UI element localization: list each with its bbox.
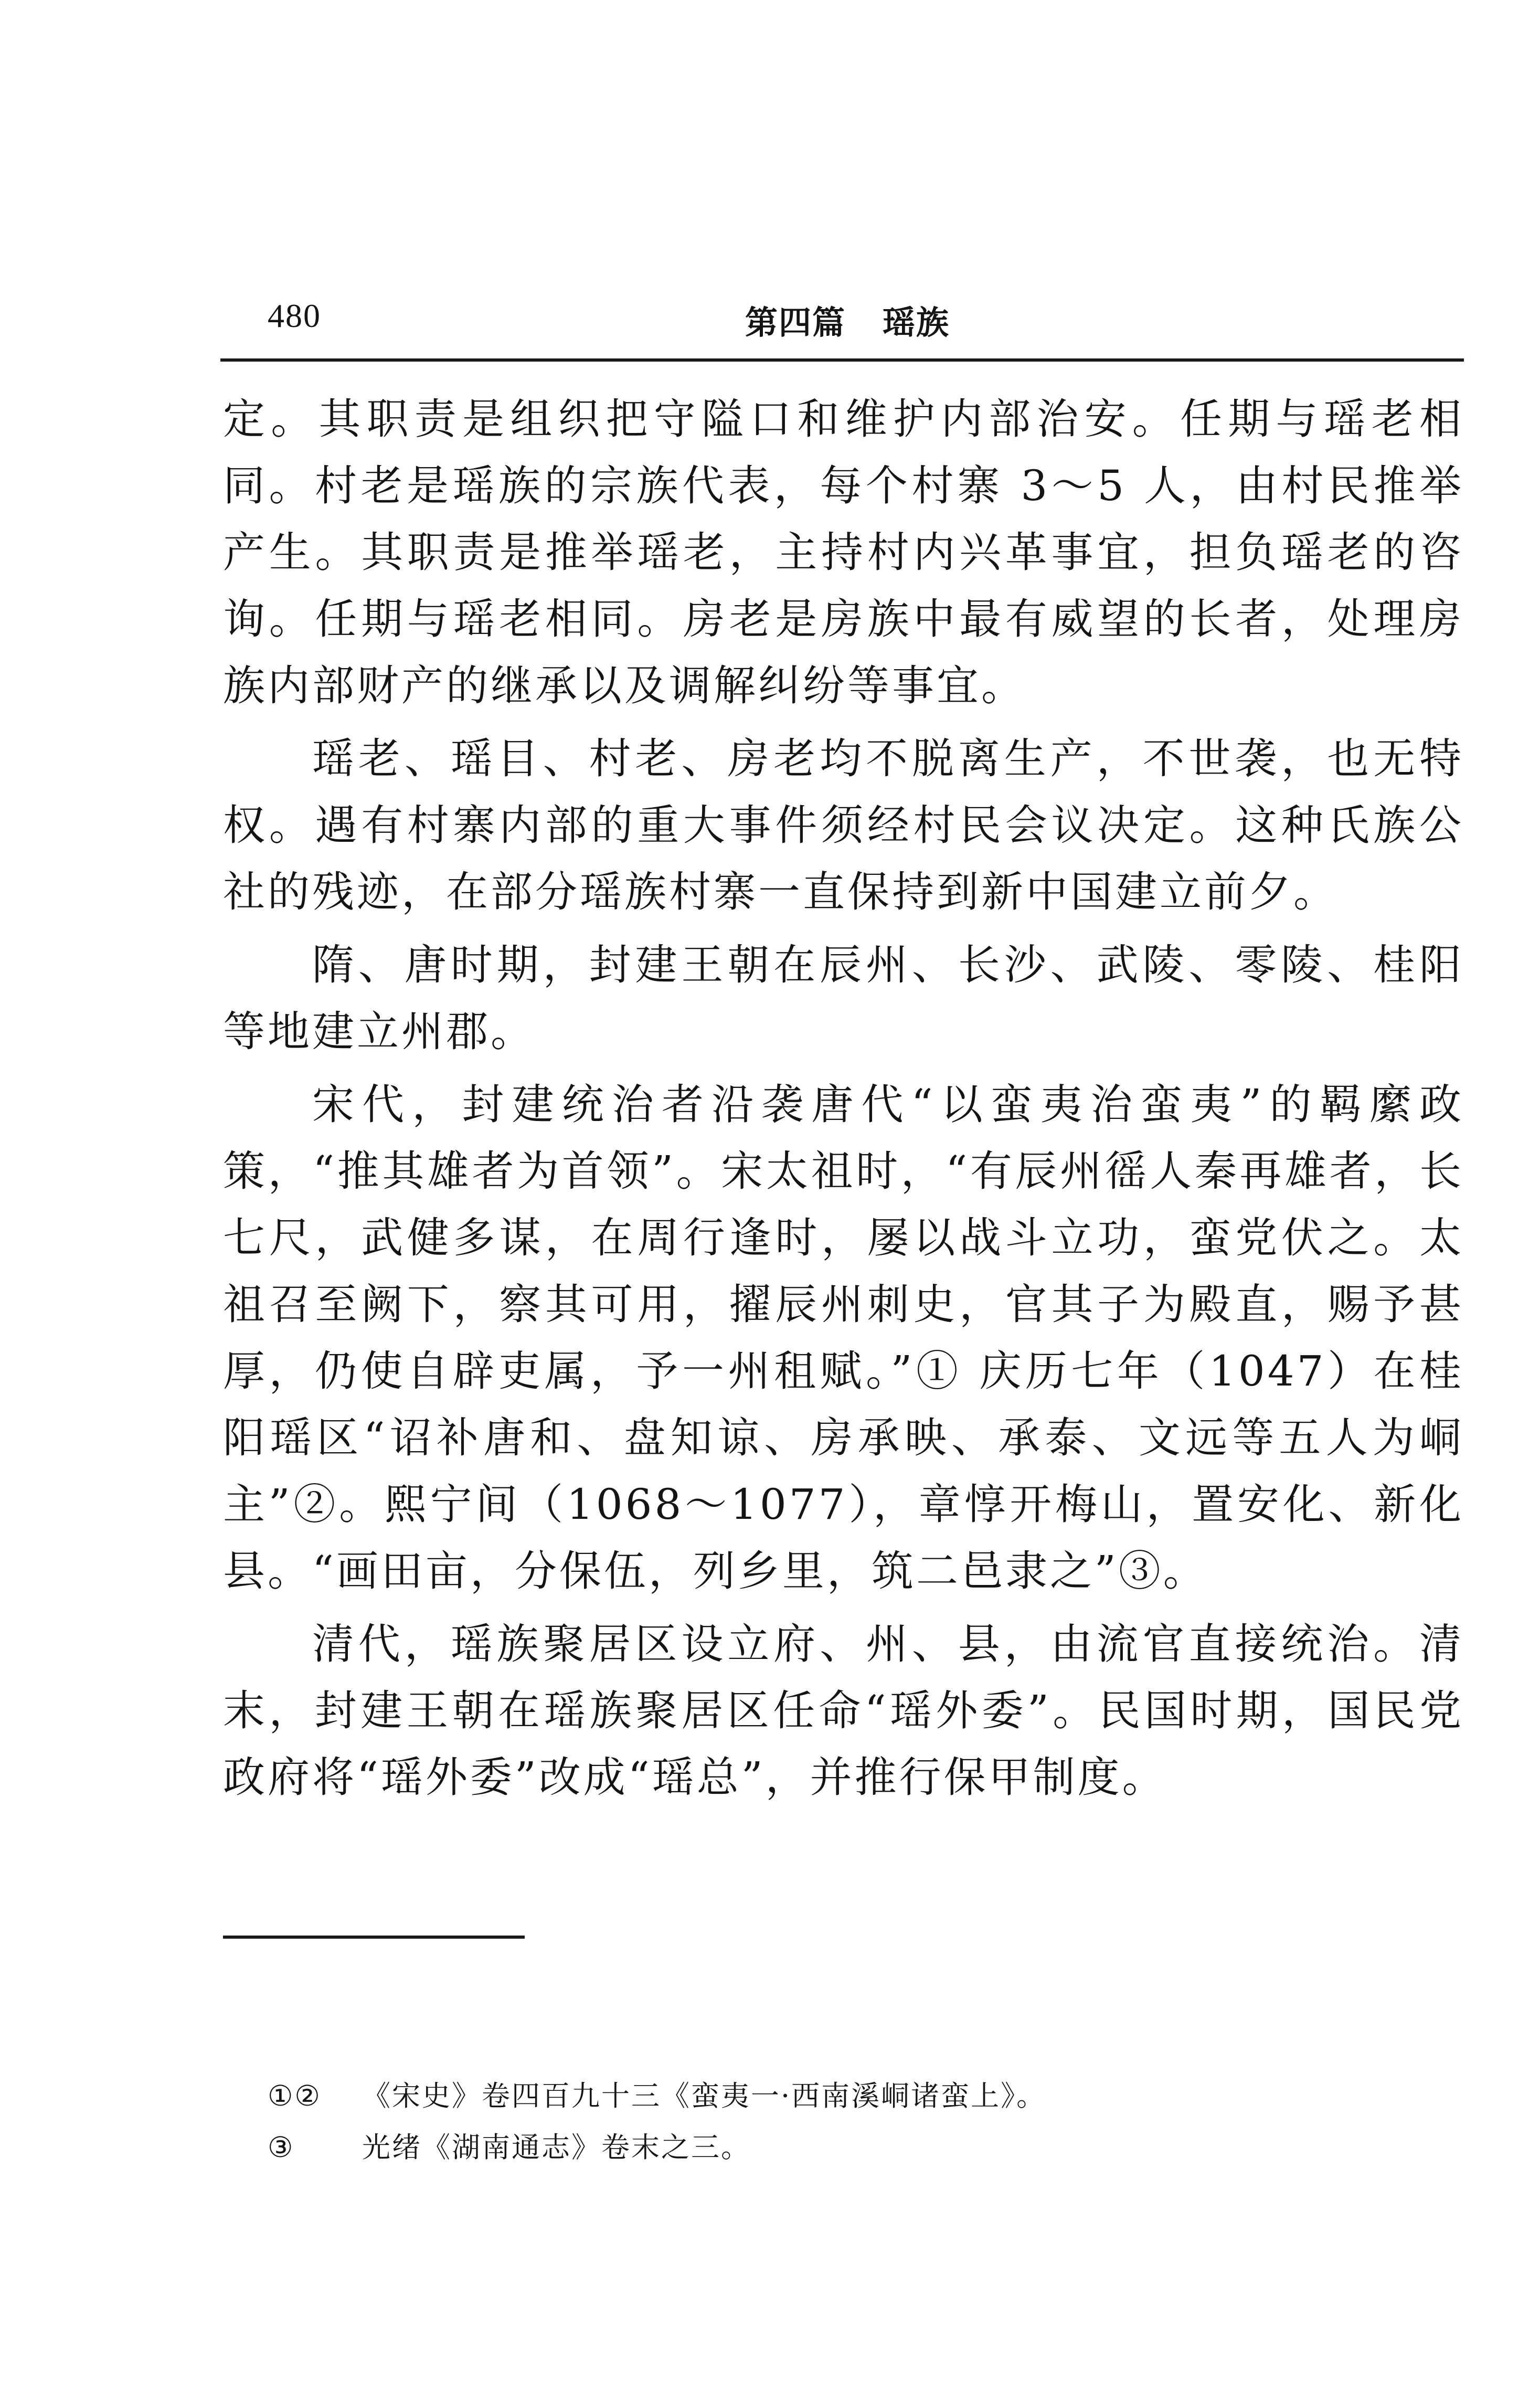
footnote: [268, 2122, 1422, 2173]
header-rule: [220, 358, 1464, 362]
footnote-text: 《宋史》卷四百九十三《蛮夷一·西南溪峒诸蛮上》。: [362, 2079, 1047, 2112]
paragraph: 隋、唐时期，封建王朝在辰州、长沙、武陵、零陵、桂阳等地建立州郡。: [223, 940, 1464, 1056]
paragraph: 定。其职责是组织把守隘口和维护内部治安。任期与瑶老相同。村老是瑶族的宗族代表，每个村寨 3～5 人，由村民推举产生。其职责是推举瑶老，主持村内兴革事宜，担负瑶老的咨询。任期与瑶老相同。房老是房族中最有威望的长者，处理房族内部财产的继承以及调解纠纷等事宜。: [223, 395, 1464, 710]
chapter-title: 瑶族: [883, 303, 950, 342]
footnote-text: 光绪《湖南通志》卷末之三。: [362, 2131, 751, 2164]
page-header: [220, 286, 1464, 365]
footnote-rule: [223, 1936, 525, 1939]
paragraph: 清代，瑶族聚居区设立府、州、县，由流官直接统治。清末，封建王朝在瑶族聚居区任命“瑶外委”。民国时期，国民党政府将“瑶外委”改成“瑶总”，并推行保甲制度。: [223, 1620, 1464, 1802]
body-text: [223, 386, 1464, 1811]
footnote-mark: ①②: [268, 2079, 322, 2112]
part-title: 第四篇: [745, 303, 846, 342]
footnote-mark: ③: [268, 2131, 295, 2164]
footnotes: [268, 2070, 1422, 2173]
footnote: [268, 2070, 1422, 2122]
paragraph: 宋代，封建统治者沿袭唐代“以蛮夷治蛮夷”的羁縻政策，“推其雄者为首领”。宋太祖时，“有辰州徭人秦再雄者，长七尺，武健多谋，在周行逢时，屡以战斗立功，蛮党伏之。太祖召至阙下，察其可用，擢辰州刺史，官其子为殿直，赐予甚厚，仍使自辟吏属，予一州租赋。”① 庆历七年（1047）在桂阳瑶区“诏补唐和、盘知谅、房承映、承泰、文远等五人为峒主”②。熙宁间（1068～1077），章惇开梅山，置安化、新化县。“画田亩，分保伍，列乡里，筑二邑隶之”③。: [223, 1080, 1464, 1595]
page-number: 480: [268, 297, 321, 334]
running-head: [745, 297, 950, 343]
paragraph: 瑶老、瑶目、村老、房老均不脱离生产，不世袭，也无特权。遇有村寨内部的重大事件须经村民会议决定。这种氏族公社的残迹，在部分瑶族村寨一直保持到新中国建立前夕。: [223, 734, 1464, 916]
